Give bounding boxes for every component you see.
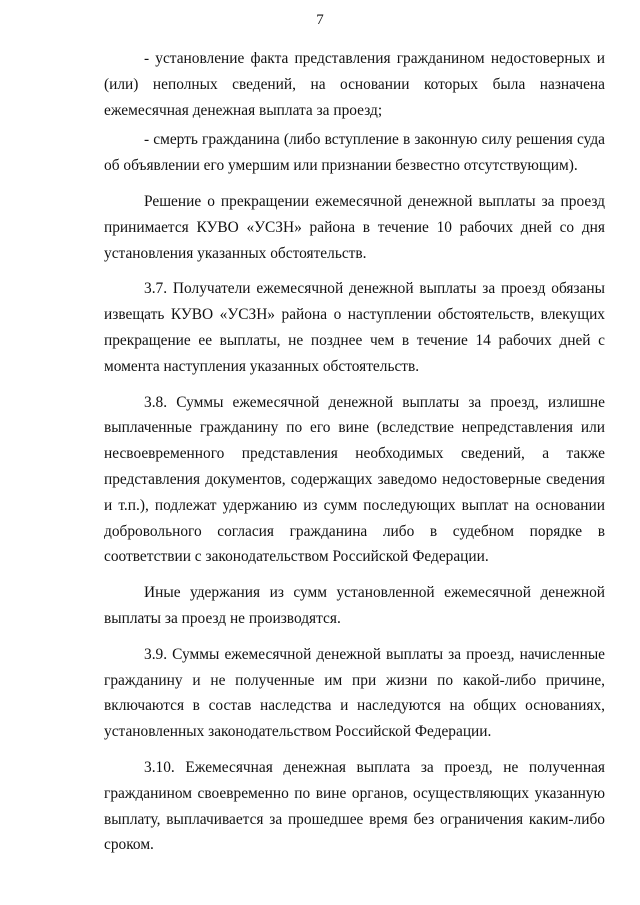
paragraph-clause-3-7: 3.7. Получатели ежемесячной денежной выплаты за проезд обязаны извещать КУВО «УСЗН» района о наступлении обстоятельств, влекущих прекращение ее выплаты, не позднее чем в течение 14 рабочих дней с момента наступления указанных обстоятельств.	[104, 280, 605, 375]
paragraph-clause-3-10: 3.10. Ежемесячная денежная выплата за проезд, не полученная гражданином своевременно по вине органов, осуществляющих указанную выплату, выплачивается за прошедшее время без ограничения каким-либо сроком.	[104, 758, 605, 854]
paragraph-death-of-citizen: - смерть гражданина (либо вступление в законную силу решения суда об объявлении его умершим или признании безвестно отсутствующим).	[104, 131, 605, 175]
paragraph-clause-3-8: 3.8. Суммы ежемесячной денежной выплаты за проезд, излишне выплаченные гражданину по его вине (вследствие непредставления или несвоевременного представления необходимых сведений, а также представления документов, содержащих заведомо недостоверные сведения и т.п.), подлежат удержанию из сумм последующих выплат на основании добровольного согласия гражданина либо в судебном порядке в соответствии с законодательством Российской Федерации.	[104, 393, 605, 566]
paragraph-clause-3-9: 3.9. Суммы ежемесячной денежной выплаты за проезд, начисленные гражданину и не полученные им при жизни по какой-либо причине, включаются в состав наследства и наследуются на общих основаниях, установленных законодательством Российской Федерации.	[104, 645, 605, 741]
document-body	[104, 46, 605, 858]
page-number: 7	[316, 12, 324, 28]
paragraph-false-information: - установление факта представления гражданином недостоверных и (или) неполных сведений, на основании которых была назначена ежемесячная денежная выплата за проезд;	[104, 50, 605, 119]
paragraph-termination-decision: Решение о прекращении ежемесячной денежной выплаты за проезд принимается КУВО «УСЗН» района в течение 10 рабочих дней со дня установления указанных обстоятельств.	[104, 192, 605, 262]
paragraph-other-deductions: Иные удержания из сумм установленной ежемесячной денежной выплаты за проезд не производятся.	[104, 584, 605, 627]
